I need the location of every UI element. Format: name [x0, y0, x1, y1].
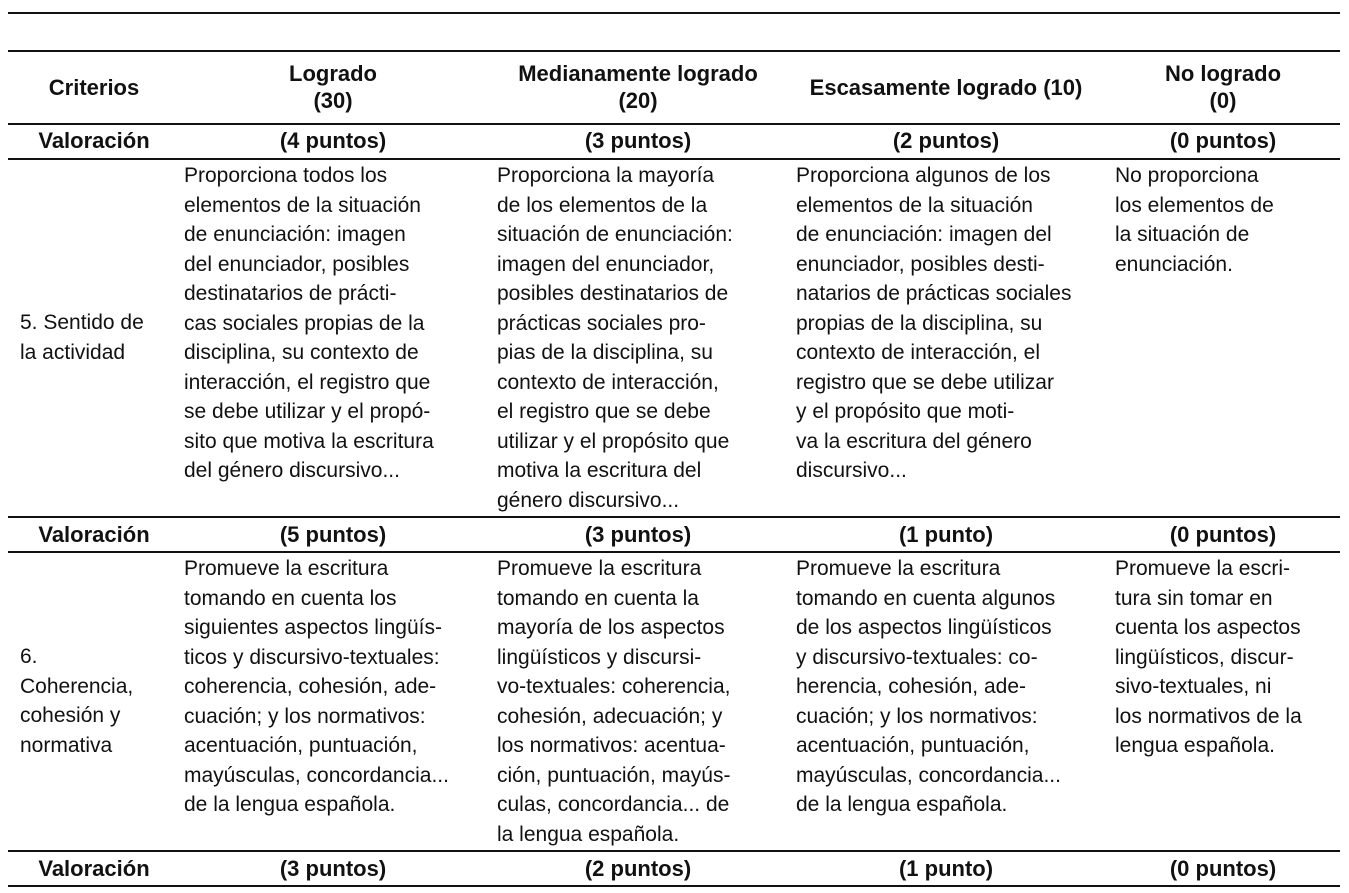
descriptor-line: Proporciona la mayoría [497, 164, 715, 187]
descriptor-line: mayúsculas, concordancia... [184, 763, 449, 787]
rule-top [8, 12, 1340, 14]
descriptor-cell [1115, 554, 1302, 761]
descriptor-line: la situación de [1115, 223, 1250, 246]
header-escasamente: Escasamente logrado (10) [809, 75, 1083, 100]
descriptor-line: cohesión, adecuación; y [497, 704, 723, 728]
descriptor-line: de enunciación: imagen del [796, 223, 1052, 246]
descriptor-cell [497, 554, 730, 849]
descriptor-cell [796, 161, 1071, 486]
descriptor-line: cas sociales propias de la [184, 311, 425, 335]
descriptor-cell [184, 554, 449, 820]
descriptor-line: acentuación, puntuación, [796, 734, 1030, 757]
descriptor-line: los elementos de [1115, 193, 1274, 217]
descriptor-line: utilizar y el propósito que [497, 429, 730, 453]
descriptor-line: de la lengua española. [796, 793, 1008, 816]
criterion-line: la actividad [20, 340, 126, 364]
valoracion-label: Valoración [38, 856, 150, 881]
descriptor-line: destinatarios de prácti- [184, 282, 397, 305]
descriptor-line: Proporciona todos los [184, 164, 388, 187]
descriptor-line: de enunciación: imagen [184, 223, 406, 246]
criterion-label [20, 308, 144, 367]
valoracion-points: (1 punto) [898, 522, 994, 547]
descriptor-line: lengua española. [1115, 734, 1275, 757]
descriptor-line: herencia, cohesión, ade- [796, 675, 1026, 698]
descriptor-line: de los aspectos lingüísticos [796, 616, 1052, 639]
valoracion-points: (3 puntos) [584, 128, 692, 153]
descriptor-cell [184, 161, 434, 486]
header-medianamente-score: (20) [618, 88, 658, 113]
valoracion-points: (2 puntos) [892, 128, 1000, 153]
descriptor-line: lingüísticos y discursi- [497, 645, 702, 669]
descriptor-line: mayoría de los aspectos [497, 616, 725, 639]
descriptor-line: registro que se debe utilizar [796, 370, 1054, 394]
descriptor-line: cuación; y los normativos: [184, 704, 426, 728]
criterion-line: normativa [20, 733, 113, 757]
valoracion-points: (0 puntos) [1169, 522, 1277, 547]
rule [8, 158, 1340, 160]
descriptor-line: de la lengua española. [184, 793, 396, 816]
valoracion-points: (3 puntos) [584, 522, 692, 547]
descriptor-cell [1115, 161, 1274, 279]
descriptor-line: posibles destinatarios de [497, 282, 729, 305]
rule-header-top [8, 50, 1340, 52]
descriptor-line: siguientes aspectos lingüís- [184, 616, 442, 639]
header-no-logrado-score: (0) [1209, 88, 1237, 113]
descriptor-line: enunciador, posibles desti- [796, 252, 1045, 276]
descriptor-line: situación de enunciación: [497, 223, 733, 246]
descriptor-line: la lengua española. [497, 822, 680, 846]
header-logrado-score: (30) [313, 88, 353, 113]
header-logrado: Logrado [289, 61, 377, 86]
criterion-line: 6. [20, 645, 38, 668]
descriptor-line: Promueve la escri- [1115, 557, 1291, 580]
descriptor-line: culas, concordancia... de [497, 793, 730, 816]
descriptor-line: elementos de la situación [184, 193, 421, 217]
descriptor-line: imagen del enunciador, [497, 252, 715, 276]
descriptor-line: los normativos: acentua- [497, 734, 726, 757]
descriptor-line: discursivo... [796, 459, 907, 482]
descriptor-line: disciplina, su contexto de [184, 341, 419, 364]
descriptor-line: va la escritura del género [796, 429, 1032, 453]
descriptor-line: interacción, el registro que [184, 370, 431, 394]
valoracion-points: (4 puntos) [279, 128, 387, 153]
descriptor-line: motiva la escritura del [497, 459, 702, 482]
descriptor-line: elementos de la situación [796, 193, 1033, 217]
descriptor-line: ticos y discursivo-textuales: [184, 645, 440, 669]
valoracion-points: (5 puntos) [279, 522, 387, 547]
descriptor-line: No proporciona [1115, 164, 1259, 187]
rule [8, 516, 1340, 518]
descriptor-line: y discursivo-textuales: co- [796, 645, 1038, 669]
valoracion-points: (2 puntos) [584, 856, 692, 881]
descriptor-line: de los elementos de la [497, 193, 708, 217]
descriptor-line: Promueve la escritura [796, 557, 1001, 580]
rule [8, 551, 1340, 553]
descriptor-line: mayúsculas, concordancia... [796, 763, 1061, 787]
descriptor-line: lingüísticos, discur- [1115, 645, 1294, 669]
valoracion-label: Valoración [38, 522, 150, 547]
descriptor-line: prácticas sociales pro- [497, 311, 706, 335]
descriptor-line: propias de la disciplina, su [796, 311, 1043, 335]
header-medianamente: Medianamente logrado [518, 61, 758, 86]
valoracion-points: (1 punto) [898, 856, 994, 881]
valoracion-points: (0 puntos) [1169, 128, 1277, 153]
descriptor-line: natarios de prácticas sociales [796, 282, 1072, 305]
criterion-line: 5. Sentido de [20, 311, 144, 334]
descriptor-line: el registro que se debe [497, 400, 711, 423]
descriptor-line: los normativos de la [1115, 704, 1302, 728]
valoracion-label: Valoración [38, 128, 150, 153]
descriptor-line: cuenta los aspectos [1115, 616, 1301, 639]
descriptor-line: tomando en cuenta los [184, 586, 397, 610]
rule-bottom [8, 885, 1340, 887]
descriptor-line: cuación; y los normativos: [796, 704, 1038, 728]
descriptor-line: Promueve la escritura [497, 557, 702, 580]
criterion-line: Coherencia, [20, 674, 134, 698]
descriptor-line: contexto de interacción, [497, 370, 719, 394]
descriptor-line: vo-textuales: coherencia, [497, 675, 731, 698]
descriptor-line: enunciación. [1115, 252, 1233, 276]
valoracion-points: (0 puntos) [1169, 856, 1277, 881]
descriptor-line: y el propósito que moti- [796, 400, 1015, 423]
descriptor-line: del género discursivo... [184, 459, 400, 482]
descriptor-cell [497, 161, 733, 515]
descriptor-line: ción, puntuación, mayús- [497, 763, 731, 787]
descriptor-line: acentuación, puntuación, [184, 734, 418, 757]
descriptor-line: del enunciador, posibles [184, 252, 410, 276]
header-criterios: Criterios [48, 75, 140, 100]
descriptor-line: pias de la disciplina, su [497, 341, 713, 364]
descriptor-line: tomando en cuenta algunos [796, 586, 1056, 610]
descriptor-line: sito que motiva la escritura [184, 429, 434, 453]
descriptor-line: género discursivo... [497, 488, 680, 512]
rule [8, 850, 1340, 852]
descriptor-line: tura sin tomar en [1115, 586, 1273, 610]
rule-header-bottom [8, 123, 1340, 125]
criterion-label [20, 642, 133, 760]
valoracion-points: (3 puntos) [279, 856, 387, 881]
descriptor-cell [796, 554, 1061, 820]
descriptor-line: contexto de interacción, el [796, 341, 1040, 364]
descriptor-line: sivo-textuales, ni [1115, 675, 1272, 698]
descriptor-line: Promueve la escritura [184, 557, 389, 580]
header-no-logrado: No logrado [1164, 61, 1282, 86]
descriptor-line: coherencia, cohesión, ade- [184, 675, 437, 698]
descriptor-line: se debe utilizar y el propó- [184, 400, 431, 423]
descriptor-line: tomando en cuenta la [497, 586, 699, 610]
criterion-line: cohesión y [20, 704, 121, 727]
descriptor-line: Proporciona algunos de los [796, 164, 1051, 187]
